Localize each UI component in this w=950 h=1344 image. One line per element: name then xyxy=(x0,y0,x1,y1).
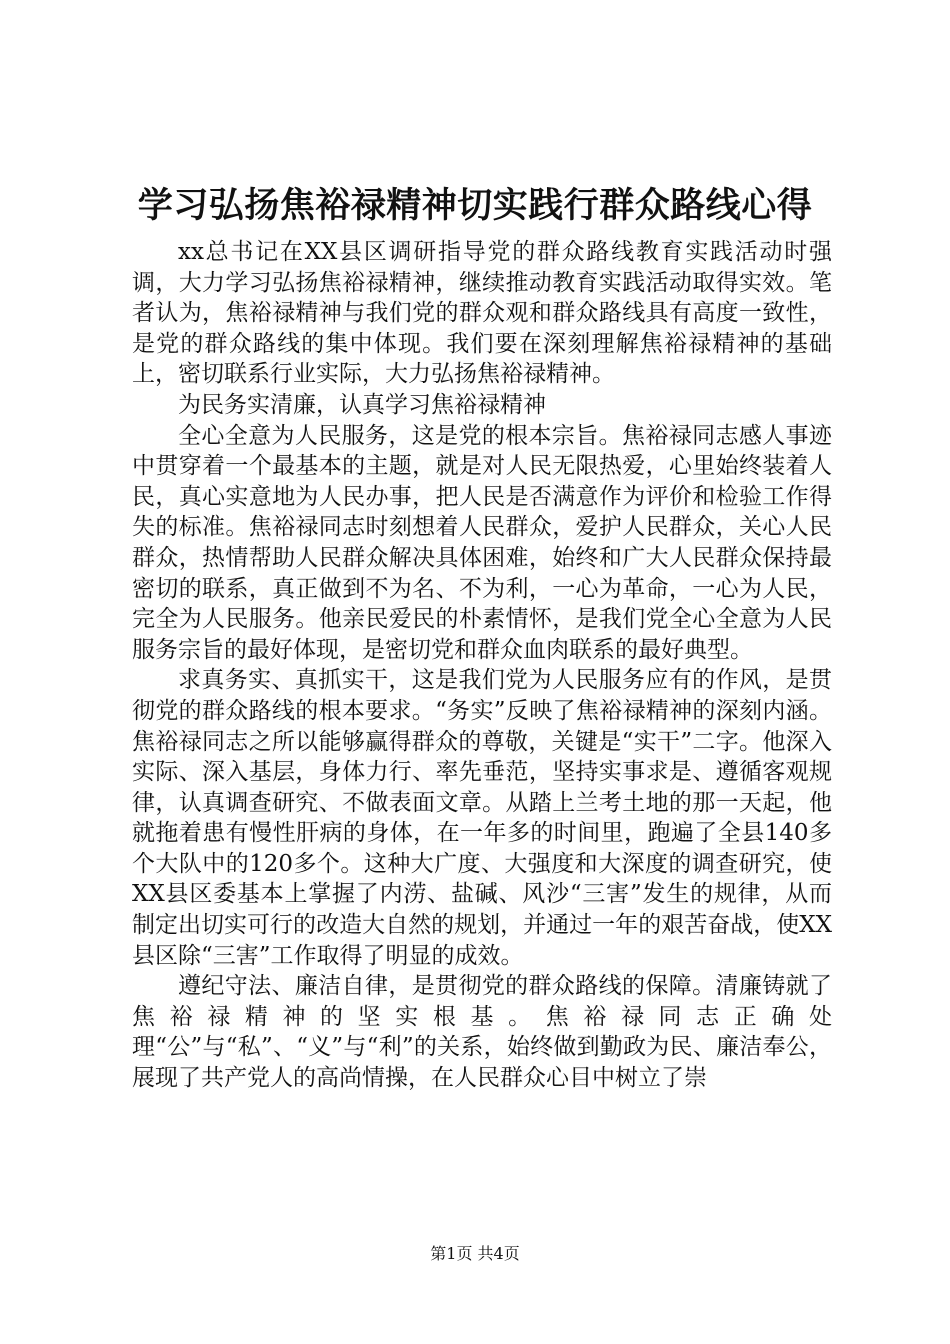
paragraph-intro: xx总书记在XX县区调研指导党的群众路线教育实践活动时强调，大力学习弘扬焦裕禄精神，继续推动教育实践活动取得实效。笔者认为，焦裕禄精神与我们党的群众观和群众路线具有高度一致性，是党的群众路线的集中体现。我们要在深刻理解焦裕禄精神的基础上，密切联系行业实际，大力弘扬焦裕禄精神。 xyxy=(132,239,832,388)
paragraph-integrity: 遵纪守法、廉洁自律，是贯彻党的群众路线的保障。清廉铸就了焦裕禄精神的坚实根基。焦裕禄同志正确处理“公”与“私”、“义”与“利”的关系，始终做到勤政为民、廉洁奉公，展现了共产党人的高尚情操，在人民群众心目中树立了崇 xyxy=(132,973,832,1092)
paragraph-serve-people: 全心全意为人民服务，这是党的根本宗旨。焦裕禄同志感人事迹中贯穿着一个最基本的主题，就是对人民无限热爱，心里始终装着人民，真心实意地为人民办事，把人民是否满意作为评价和检验工作得失的标准。焦裕禄同志时刻想着人民群众，爱护人民群众，关心人民群众，热情帮助人民群众解决具体困难，始终和广大人民群众保持最密切的联系，真正做到不为名、不为利，一心为革命，一心为人民，完全为人民服务。他亲民爱民的朴素情怀，是我们党全心全意为人民服务宗旨的最好体现，是密切党和群众血肉联系的最好典型。 xyxy=(132,422,832,663)
document-body xyxy=(132,237,832,1094)
paragraph-pragmatic: 求真务实、真抓实干，这是我们党为人民服务应有的作风，是贯彻党的群众路线的根本要求。“务实”反映了焦裕禄精神的深刻内涵。焦裕禄同志之所以能够赢得群众的尊敬，关键是“实干”二字。他深入实际、深入基层，身体力行、率先垂范，坚持实事求是、遵循客观规律，认真调查研究、不做表面文章。从踏上兰考土地的那一天起，他就拖着患有慢性肝病的身体，在一年多的时间里，跑遍了全县140多个大队中的120多个。这种大广度、大强度和大深度的调查研究，使XX县区委基本上掌握了内涝、盐碱、风沙“三害”发生的规律，从而制定出切实可行的改造大自然的规划，并通过一年的艰苦奋战，使XX县区除“三害”工作取得了明显的成效。 xyxy=(132,667,832,969)
document-title: 学习弘扬焦裕禄精神切实践行群众路线心得 xyxy=(137,185,813,226)
page-number-footer: 第1页 共4页 xyxy=(430,1244,520,1263)
section-heading: 为民务实清廉，认真学习焦裕禄精神 xyxy=(178,391,546,418)
